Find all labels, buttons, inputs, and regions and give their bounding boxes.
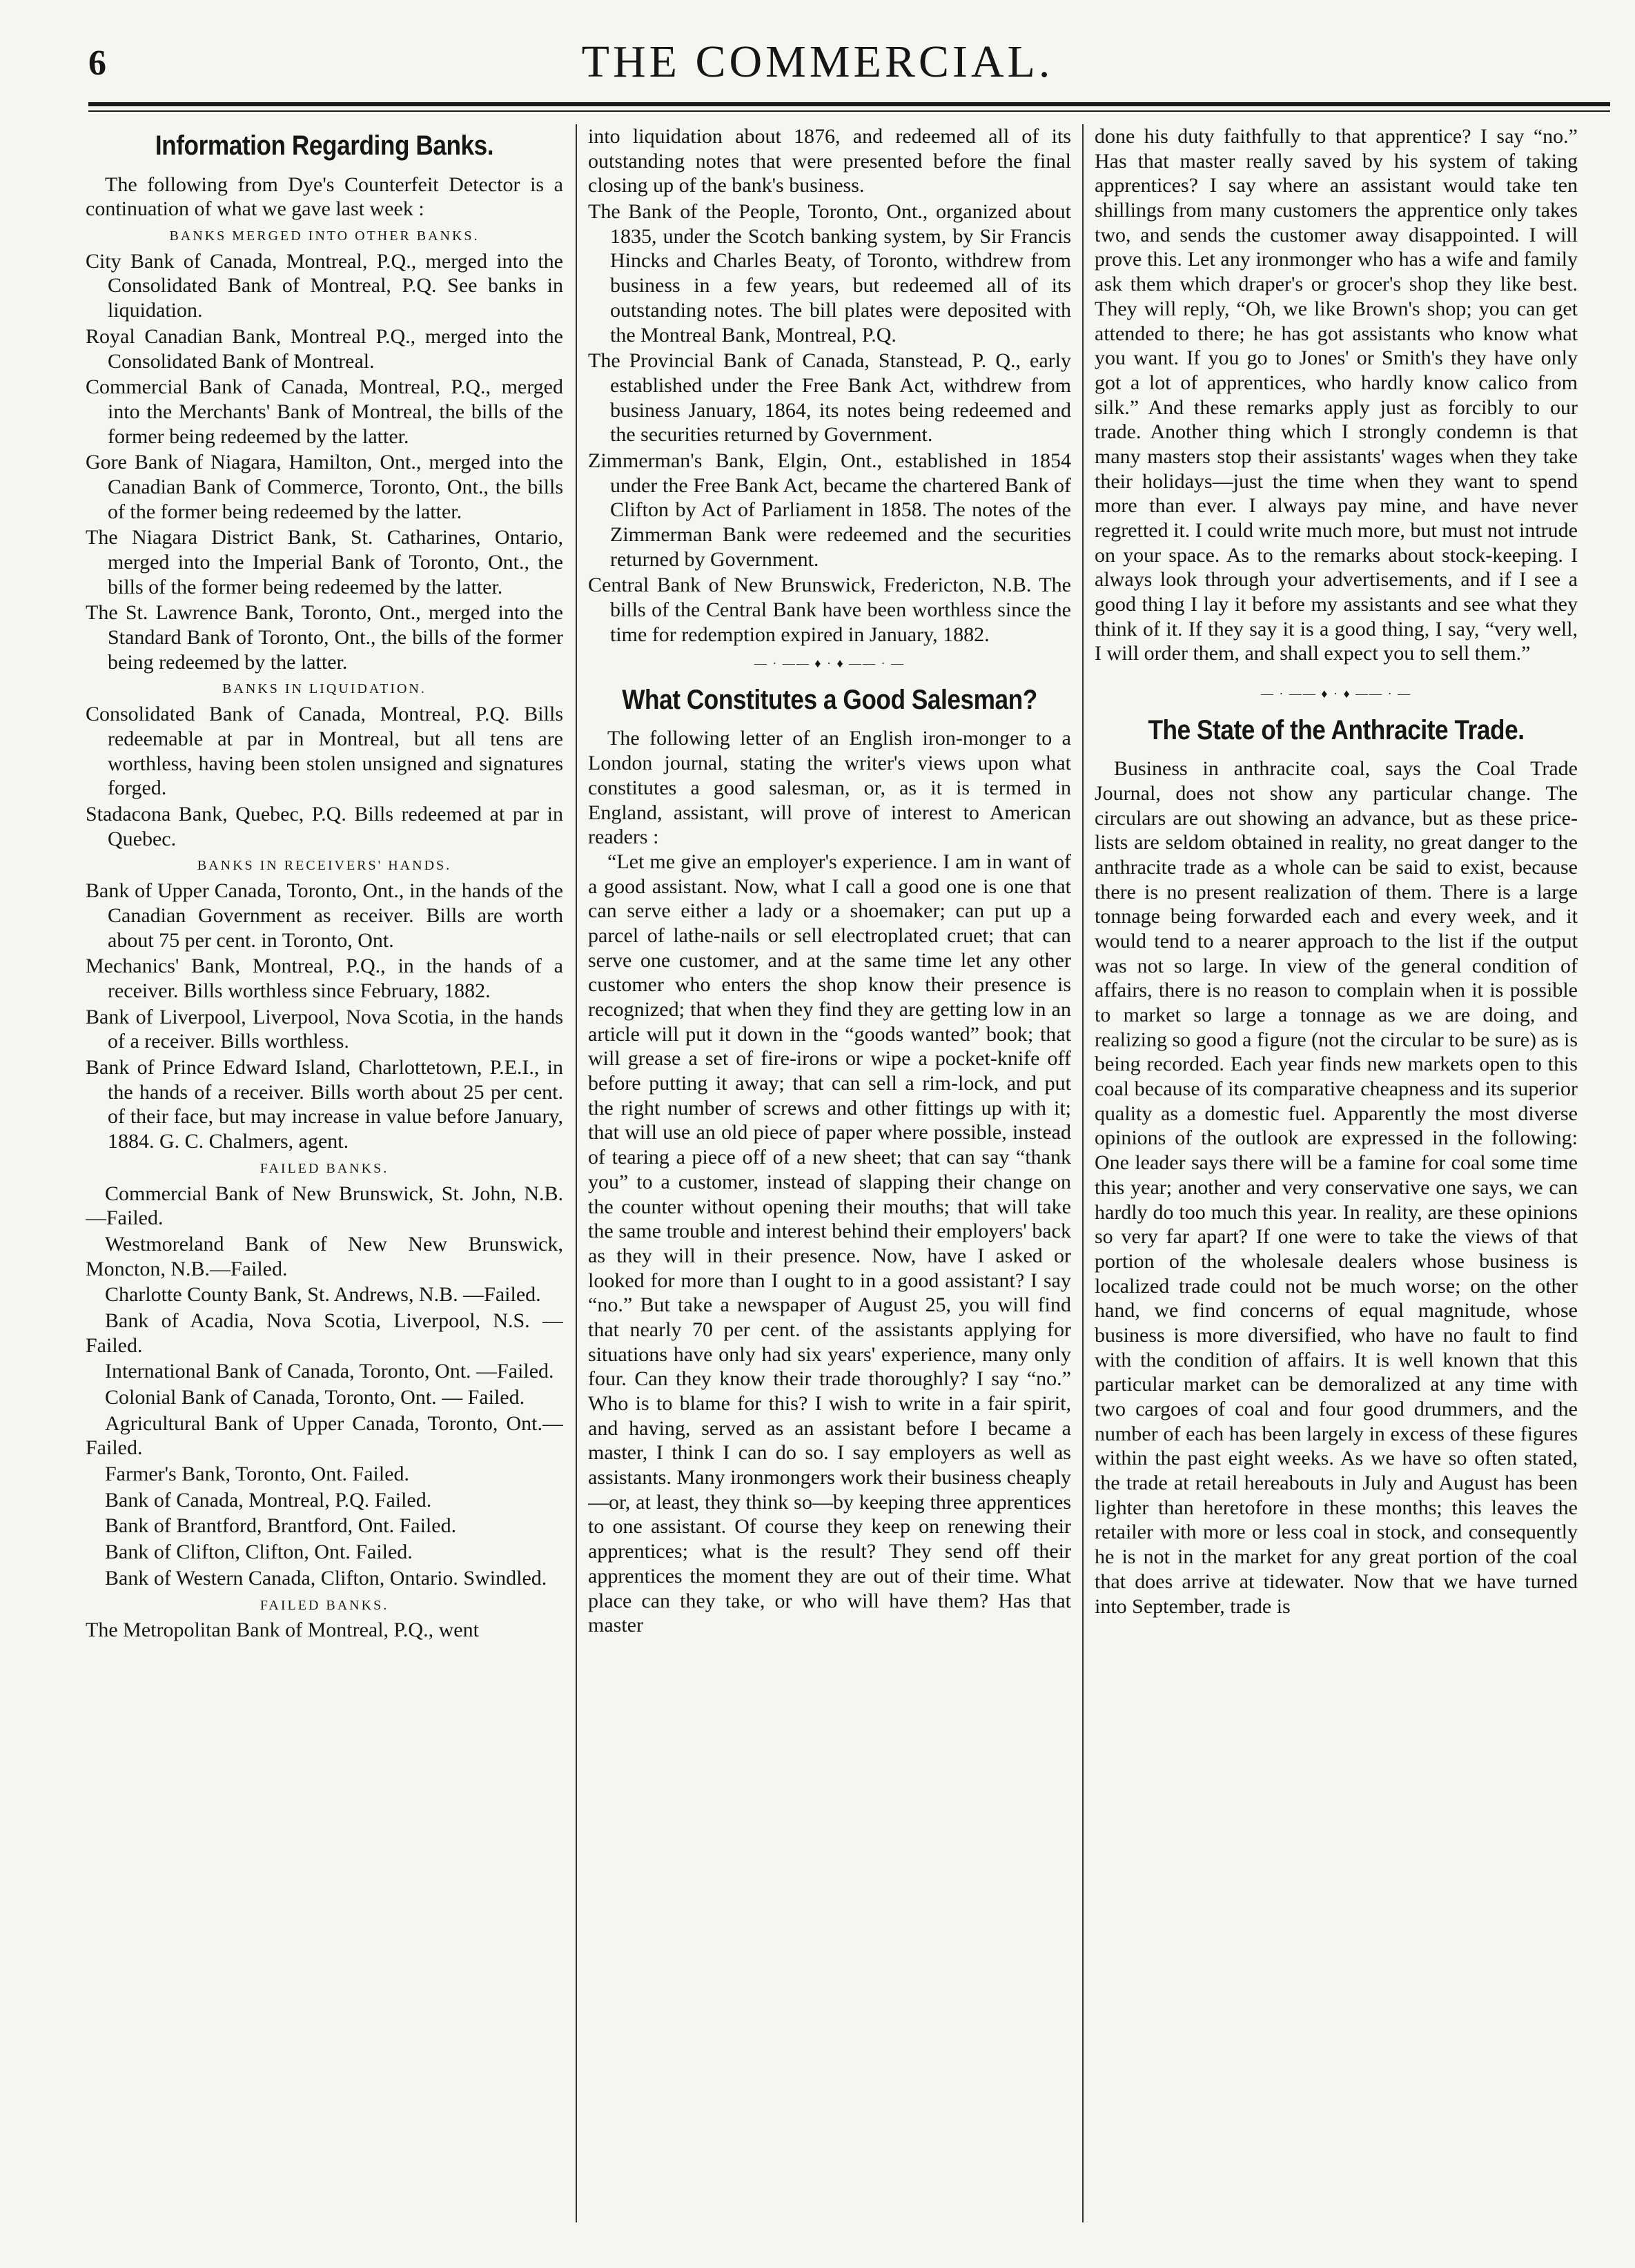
column-rule-1	[576, 124, 577, 2222]
salesman-letter-continued: done his duty faithfully to that apprentice? I say “no.” Has that master really saved by his system of taking apprentices? I say where an assistant would take ten shillings from many customers the apprentice only takes two, and sends the customer away disappointed. I will prove this. Let any ironmonger who has a wife and family ask them which draper's or grocer's shop they like best. They will reply, “Oh, we like Brown's shop; you can get attended to there; he has got assistants who know what you want. If you go to Jones' or Smith's they have only got a lot of apprentices, who hardly know calico from silk.” And these remarks apply just as forcibly to our trade. Another thing which I strongly condemn is that many masters stop their assistants' wages when they take their holidays—just the time when they want to spend more than ever. I always pay mine, and have never regretted it. I could write much more, but must not intrude on your space. As to the remarks about stock-keeping. I always look through your advertisements, and if I see a good thing I lay it before my assistants and see what they think of it. If they say it is a good thing, I say, “very well, I will order them, and shall expect you to sell them.”	[1095, 125, 1578, 665]
bank-entry: The Bank of the People, Toronto, Ont., organized about 1835, under the Scotch banking system, by Sir Francis Hincks and Charles Beaty, of Toronto, withdrew from business in a few years, but redeemed all of its outstanding notes. The bill plates were deposited with the Montreal Bank, Montreal, P.Q.	[588, 200, 1071, 346]
bank-entry: The Niagara District Bank, St. Catharines, Ontario, merged into the Imperial Bank of Toronto, Ont., the bills of the former being redeemed by the latter.	[86, 526, 563, 598]
failed-entry: Agricultural Bank of Upper Canada, Toronto, Ont.—Failed.	[86, 1411, 563, 1460]
failed-subheading: FAILED BANKS.	[260, 1160, 389, 1176]
bank-entry: The St. Lawrence Bank, Toronto, Ont., merged into the Standard Bank of Toronto, Ont., the bills of the former being redeemed by the latter.	[86, 601, 563, 674]
bank-entry: Zimmerman's Bank, Elgin, Ont., established in 1854 under the Free Bank Act, became the chartered Bank of Clifton by Act of Parliament in 1858. The notes of the Zimmerman Bank were redeemed and the securities returned by Government.	[588, 449, 1071, 571]
section-ornament-2: — · —— ♦ · ♦ —— · —	[1260, 687, 1412, 701]
anthracite-heading: The State of the Anthracite Trade.	[1148, 714, 1525, 745]
bank-entry: Gore Bank of Niagara, Hamilton, Ont., merged into the Canadian Bank of Commerce, Toronto, Ont., the bills of the former being redeemed by the latter.	[86, 451, 563, 523]
failed-entry: Bank of Western Canada, Clifton, Ontario. Swindled.	[105, 1566, 547, 1590]
liquidation-subheading: BANKS IN LIQUIDATION.	[222, 681, 427, 697]
bank-entry: Stadacona Bank, Quebec, P.Q. Bills redeemed at par in Quebec.	[86, 803, 563, 850]
anthracite-article: Business in anthracite coal, says the Coal Trade Journal, does not show any particular change. The circulars are out showing an advance, but as these price-lists are seldom obtained in reality, no great danger to the anthracite trade as a whole can be said to exist, because there is no present realization of them. There is a large tonnage being forwarded each and every week, and it would tend to a nearer approach to the list if the output was not so large. In view of the general condition of affairs, there is no reason to complain when it is possible to market so large a tonnage as we are doing, and realizing so good a figure (not the circular to be sure) as is being recorded. Each year finds new markets open to this coal because of its comparative cheapness and its superior quality as a domestic fuel. Apparently the most diverse opinions of the outlook are expressed in the following: One leader says there will be a famine for coal some time this year; another and very conservative one says, we can hardly do too much this year. In reality, are these opinions so very far apart? If one were to take the views of that portion of the wholesale dealers whose business is localized trade could not be much worse; on the other hand, we find concerns of equal magnitude, whose business is more diversified, who have no fault to find with the condition of affairs. It is well known that this particular market can be demoralized at any time with two cargoes of coal and four good drummers, and the number of each has been largely in excess of these figures within the past eight weeks. As we have so often stated, the trade at retail hereabouts in July and August has been lighter than heretofore in these months; this leaves the retailer with more or less coal in stock, and consequently he is not in the market for any great portion of the coal that does arrive at tidewater. Now that we have turned into September, trade is	[1095, 757, 1578, 1618]
failed-entry: Colonial Bank of Canada, Toronto, Ont. — Failed.	[105, 1386, 525, 1409]
top-rule	[88, 102, 1610, 106]
merged-subheading: BANKS MERGED INTO OTHER BANKS.	[169, 228, 480, 244]
salesman-intro: The following letter of an English iron-monger to a London journal, stating the writer's views upon what constitutes a good salesman, or, as it is termed in England, assistant, will prove of interest to American readers :	[588, 727, 1071, 849]
column-1	[86, 124, 563, 2236]
newspaper-title: THE COMMERCIAL.	[581, 37, 1054, 87]
salesman-letter: “Let me give an employer's experience. I am in want of a good assistant. Now, what I call a good one is one that can serve either a lady or a shoemaker; can put up a parcel of lathe-nails or sell electroplated cruet; that can serve one customer, and at the same time let any other customer who enters the shop know their presence is recognized; that when they find they are getting low in an article will put it down in the “goods wanted” book; that will grease a set of fire-irons or wipe a pocket-knife off before putting it away; that can sell a rim-lock, and put the right number of screws and other fittings up with it; that will use an old piece of paper where possible, instead of tearing a piece off of a new sheet; that can say “thank you” to a customer, instead of slapping their change on the counter without opening their mouths; that will take the same trouble and interest behind their employers' back as they will in their presence. Now, have I asked or looked for more than I ought to in a good assistant? I say “no.” But take a newspaper of August 25, you will find that nearly 70 per cent. of the assistants applying for situations have only had six years' experience, many only four. Can they know their trade thoroughly? I say “no.” Who is to blame for this? I wish to write in a fair spirit, and having, served as an assistant before I became a master, I think I can do so. I say employers as well as assistants. Many ironmongers work their business cheaply—or, at least, they think so—by keeping three apprentices to one assistant. Of course they keep on renewing their apprentices; what is the result? They send off their apprentices the moment they are out of their time. What place can they take, or who will have them? Has that master	[588, 850, 1071, 1637]
failed-entry: Westmoreland Bank of New New Brunswick, Moncton, N.B.—Failed.	[86, 1232, 563, 1280]
column-rule-2	[1082, 124, 1084, 2222]
bank-entry: The Metropolitan Bank of Montreal, P.Q., went	[86, 1619, 479, 1642]
page-number: 6	[88, 43, 106, 83]
failed-subheading-2: FAILED BANKS.	[260, 1597, 389, 1613]
banks-heading: Information Regarding Banks.	[155, 130, 494, 161]
bank-entry: Central Bank of New Brunswick, Fredericton, N.B. The bills of the Central Bank have been worthless since the time for redemption expired in January, 1882.	[588, 574, 1071, 646]
bank-entry: The Provincial Bank of Canada, Stanstead, P. Q., early established under the Free Bank Act, withdrew from business January, 1864, its notes being redeemed and the securities returned by Government.	[588, 349, 1071, 447]
bank-entry: Commercial Bank of Canada, Montreal, P.Q., merged into the Merchants' Bank of Montreal, the bills of the former being redeemed by the latter.	[86, 375, 563, 448]
failed-entry: Charlotte County Bank, St. Andrews, N.B. —Failed.	[105, 1283, 541, 1307]
failed-entry: Commercial Bank of New Brunswick, St. John, N.B.—Failed.	[86, 1182, 563, 1230]
failed-entry: Bank of Clifton, Clifton, Ont. Failed.	[105, 1541, 413, 1564]
failed-entry: Bank of Acadia, Nova Scotia, Liverpool, N.S. —Failed.	[86, 1309, 563, 1357]
failed-entry: Farmer's Bank, Toronto, Ont. Failed.	[105, 1463, 410, 1486]
masthead	[0, 0, 1635, 104]
bank-entry: Mechanics' Bank, Montreal, P.Q., in the hands of a receiver. Bills worthless since February, 1882.	[86, 955, 563, 1002]
top-rule-thin	[88, 110, 1610, 112]
bank-entry: Bank of Upper Canada, Toronto, Ont., in the hands of the Canadian Government as receiver. Bills are worth about 75 per cent. in Toronto, Ont.	[86, 879, 563, 952]
bank-entry-continued: into liquidation about 1876, and redeemed all of its outstanding notes that were presented before the final closing up of the bank's business.	[588, 125, 1071, 197]
bank-entry: Bank of Liverpool, Liverpool, Nova Scotia, in the hands of a receiver. Bills worthless.	[86, 1005, 563, 1053]
failed-entry: Bank of Brantford, Brantford, Ont. Failed.	[105, 1514, 457, 1538]
receivers-subheading: BANKS IN RECEIVERS' HANDS.	[197, 858, 452, 874]
banks-intro: The following from Dye's Counterfeit Detector is a continuation of what we gave last week :	[86, 173, 563, 221]
bank-entry: Consolidated Bank of Canada, Montreal, P.Q. Bills redeemable at par in Montreal, but all tens are worthless, having been stolen unsigned and signatures forged.	[86, 703, 563, 800]
column-3	[1095, 124, 1578, 2236]
failed-entry: Bank of Canada, Montreal, P.Q. Failed.	[105, 1488, 432, 1512]
failed-entry: International Bank of Canada, Toronto, Ont. —Failed.	[105, 1360, 554, 1383]
column-2	[588, 124, 1071, 2236]
salesman-heading: What Constitutes a Good Salesman?	[622, 684, 1037, 715]
bank-entry: City Bank of Canada, Montreal, P.Q., merged into the Consolidated Bank of Montreal, P.Q. See banks in liquidation.	[86, 249, 563, 322]
bank-entry: Royal Canadian Bank, Montreal P.Q., merged into the Consolidated Bank of Montreal.	[86, 324, 563, 373]
section-ornament: — · —— ♦ · ♦ —— · —	[754, 656, 905, 671]
bank-entry: Bank of Prince Edward Island, Charlottetown, P.E.I., in the hands of a receiver. Bills worth about 25 per cent. of their face, but may increase in value before January, 1884. G. C. Chalmers, agent.	[86, 1055, 563, 1153]
